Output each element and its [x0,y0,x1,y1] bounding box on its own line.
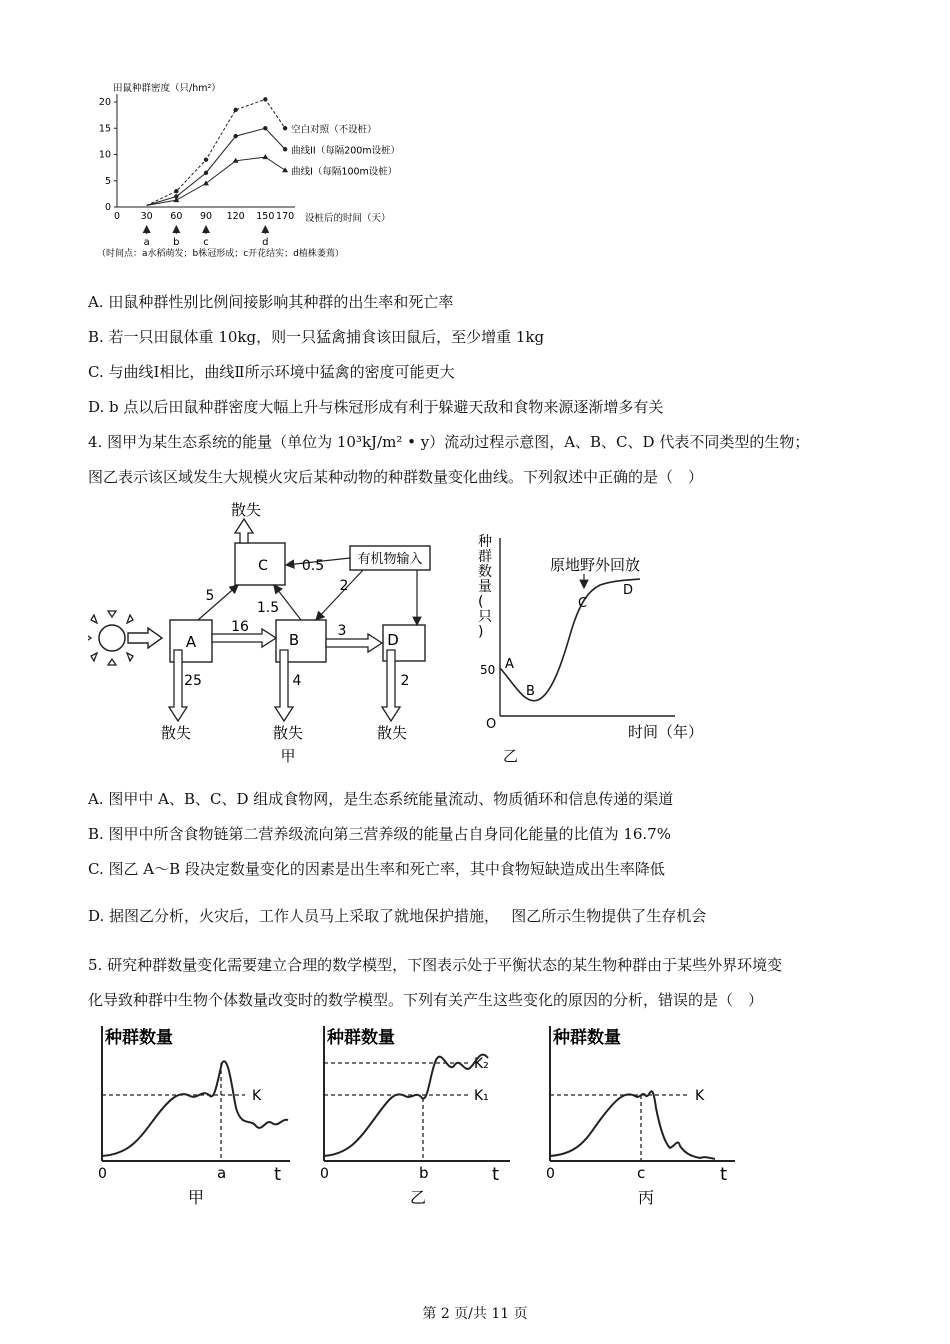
data-point [204,158,208,162]
yi-annotation: 原地野外回放 [550,556,641,574]
yi-curve [500,579,640,701]
jia-k: K [252,1088,262,1104]
q3-option-c: C. 与曲线Ⅰ相比，曲线Ⅱ所示环境中猛禽的密度可能更大 [88,363,455,381]
yi-xlabel: 时间（年） [628,723,704,741]
chart-note: （时间点：a水稻萌发；b株冠形成；c开花结实；d植株萎蔫） [97,249,344,259]
node-b-label: B [288,631,300,649]
fig-jia-caption: 甲 [280,747,296,765]
x-tick-label: 170 [276,211,295,222]
q5-stem-1: 5. 研究种群数量变化需要建立合理的数学模型，下图表示处于平衡状态的某生物种群由于某些外界环境变 [88,956,783,974]
chart-xlabel: 设桩后的时间（天） [305,213,391,224]
bing-ylabel: 种群数量 [553,1028,621,1048]
data-point [203,180,209,185]
yi-tick-50: 50 [480,663,496,677]
bing-c: c [637,1164,646,1182]
flow-ac-value: 5 [205,588,215,604]
y-tick-label: 15 [98,123,111,135]
q3-option-d: D. b 点以后田鼠种群密度大幅上升与株冠形成有利于躲避天敌和食物来源逐渐增多有关 [88,398,664,416]
loss-d-label: 散失 [376,724,408,742]
data-point [283,126,287,130]
jia-ylabel: 种群数量 [105,1028,173,1048]
x-tick-label: 30 [140,211,153,222]
yi-ylabel-char: ) [478,624,484,640]
q3-option-b: B. 若一只田鼠体重 10kg，则一只猛禽捕食该田鼠后，至少增重 1kg [88,328,545,346]
input-c-value: 0.5 [301,558,325,574]
yi-ylabel-char: 只 [478,609,492,625]
flow-ab-value: 16 [231,619,249,635]
time-marker-label: c [203,237,209,248]
loss-b-value: 4 [292,673,302,689]
flow-bd-value: 3 [337,623,347,639]
q4-option-c: C. 图乙 A～B 段决定数量变化的因素是出生率和死亡率，其中食物短缺造成出生率降低 [88,860,665,878]
y-tick-label: 5 [104,175,111,187]
flow-bc-value: 1.5 [256,600,280,616]
q3-option-a: A. 田鼠种群性别比例间接影响其种群的出生率和死亡率 [88,293,454,311]
loss-a-value: 25 [184,673,202,689]
model-bing [546,1026,735,1207]
loss-d-value: 2 [400,673,410,689]
x-tick-label: 60 [170,211,183,222]
x-tick-label: 90 [199,211,213,222]
population-models [90,1018,750,1213]
yi-ylabel-char: 量 [478,579,492,595]
yi-ylabel-char: 种 [478,534,492,550]
bing-caption: 丙 [638,1188,655,1207]
q5-stem-2: 化导致种群中生物个体数量改变时的数学模型。下列有关产生这些变化的原因的分析，错误的是（ ） [88,991,764,1009]
bing-t: t [720,1164,728,1185]
loss-a-label: 散失 [160,724,192,742]
yi-ylabel-char: 数 [478,564,492,580]
yi-t: t [492,1164,500,1185]
data-point [173,197,179,202]
yi-b: b [419,1164,429,1182]
x-tick-label: 0 [113,211,121,222]
legend-label: 空白对照（不设桩） [291,124,377,136]
q4-stem-1: 4. 图甲为某生态系统的能量（单位为 10³kJ/m² • y）流动过程示意图，A、B、C、D 代表不同类型的生物； [88,433,810,451]
legend-label: 曲线II（每隔200m设桩） [291,145,401,157]
yi-ylabel: 种群数量 [327,1028,395,1048]
q4-option-d: D. 据图乙分析，火灾后，工作人员马上采取了就地保护措施， 图乙所示生物提供了生存机会 [88,907,707,925]
yi-point-c: C [578,596,588,611]
legend-label: 曲线I（每隔100m设桩） [291,166,398,178]
q4-stem-2: 图乙表示该区域发生大规模火灾后某种动物的种群数量变化曲线。下列叙述中正确的是（ ） [88,468,704,486]
input-b-value: 2 [339,578,349,594]
yi-k2: K₂ [474,1056,489,1072]
data-point [262,154,268,159]
data-point [283,147,287,151]
yi-caption: 乙 [410,1188,427,1207]
data-point [204,171,208,175]
loss-c-label: 散失 [230,501,262,519]
population-density-chart [95,78,425,263]
data-point [233,134,237,138]
loss-b-label: 散失 [272,724,304,742]
series-line [147,157,285,205]
yi-point-d: D [623,583,634,598]
data-point [282,167,288,172]
time-marker-label: a [143,237,150,248]
jia-t: t [274,1164,282,1185]
yi-origin: O [486,717,497,732]
data-point [233,108,237,112]
page-footer: 第 2 页/共 11 页 [422,1306,528,1322]
jia-a: a [217,1164,227,1182]
node-c-label: C [258,558,268,574]
bing-zero: 0 [546,1166,555,1182]
node-a-label: A [185,633,197,651]
q4-option-b: B. 图甲中所含食物链第二营养级流向第三营养级的能量占自身同化能量的比值为 16.7% [88,825,671,843]
x-tick-label: 120 [226,211,245,222]
yi-zero: 0 [320,1166,329,1182]
yi-k1: K₁ [474,1088,489,1104]
node-d-label: D [387,631,399,649]
y-tick-label: 0 [104,202,111,213]
jia-zero: 0 [98,1166,107,1182]
population-curve-fire [470,530,725,770]
x-tick-label: 150 [256,211,275,222]
y-tick-label: 10 [98,149,111,161]
data-point [174,189,178,193]
model-yi [320,1026,510,1207]
yi-point-a: A [505,657,514,672]
sun-arrow [128,628,162,648]
energy-flow-diagram [88,495,443,770]
jia-caption: 甲 [188,1188,205,1207]
series-line [147,128,285,205]
time-marker-label: d [262,237,269,248]
bing-k: K [695,1088,705,1104]
chart-ylabel: 田鼠种群密度（只/hm²） [113,83,221,94]
yi-ylabel-char: ( [478,594,484,610]
time-marker-label: b [173,237,180,248]
y-tick-label: 20 [98,97,111,108]
data-point [263,97,267,101]
input-label: 有机物输入 [357,552,423,567]
q4-option-a: A. 图甲中 A、B、C、D 组成食物网，是生态系统能量流动、物质循环和信息传递的渠道 [88,790,674,808]
yi-point-b: B [526,684,535,699]
data-point [263,126,267,130]
yi-ylabel-char: 群 [478,549,492,565]
model-jia [98,1026,290,1207]
fig-yi-caption: 乙 [503,747,519,765]
series-line [147,99,285,205]
